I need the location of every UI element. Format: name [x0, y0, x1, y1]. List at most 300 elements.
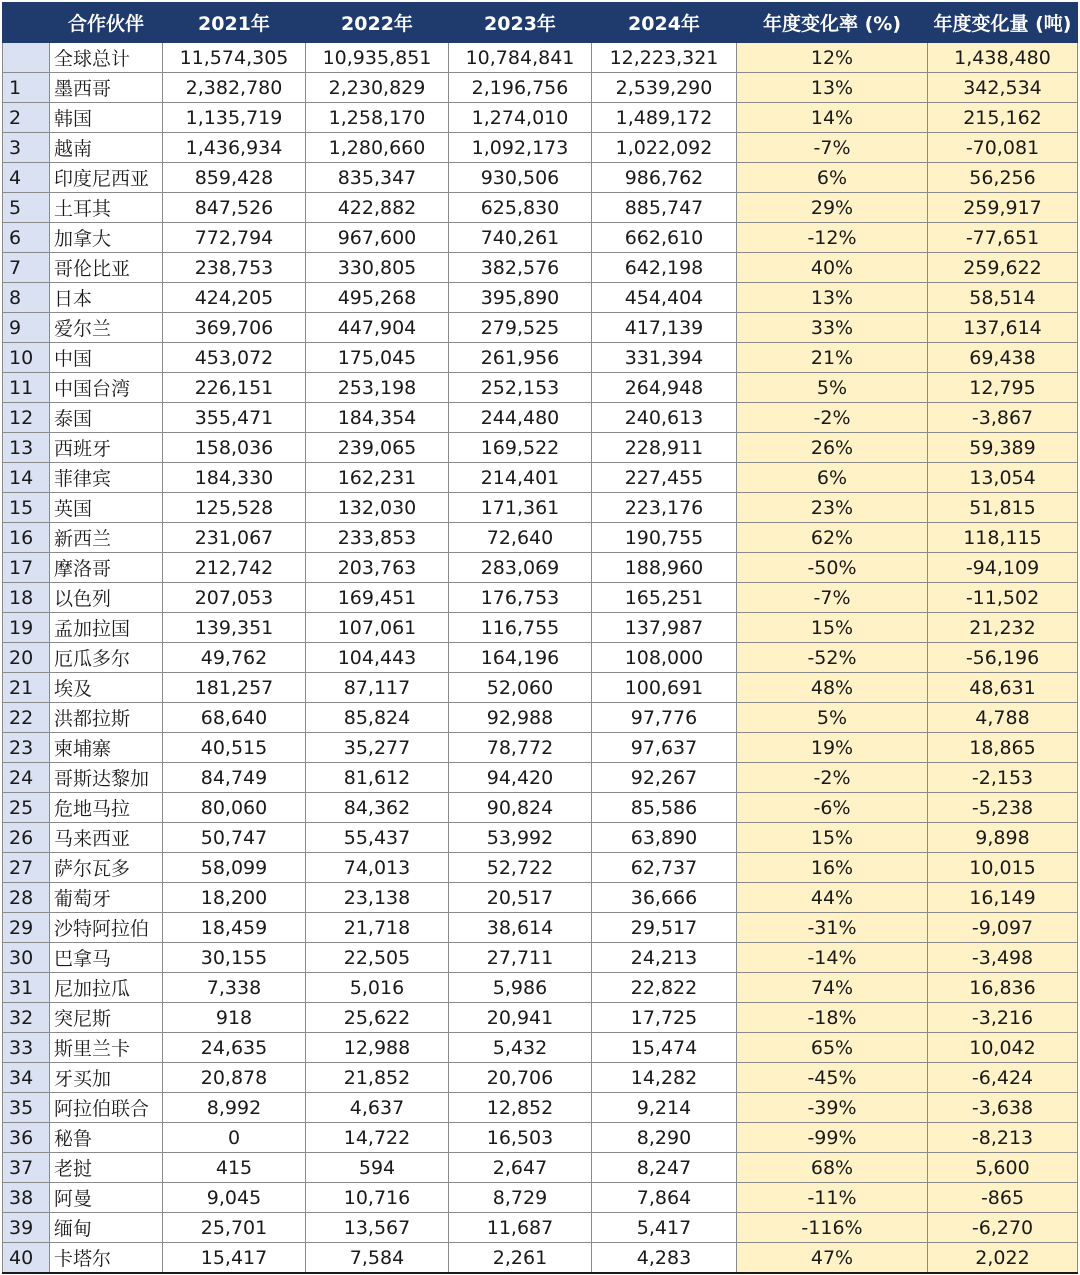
value-2023-cell: 27,711 [449, 943, 592, 973]
change-rate-cell: -7% [737, 133, 928, 163]
value-2023-cell: 252,153 [449, 373, 592, 403]
rank-cell: 17 [3, 553, 50, 583]
change-rate-cell: -14% [737, 943, 928, 973]
value-2021-cell: 20,878 [163, 1063, 306, 1093]
partner-cell: 斯里兰卡 [50, 1033, 163, 1063]
change-amount-cell: 59,389 [928, 433, 1078, 463]
change-rate-cell: 68% [737, 1153, 928, 1183]
rank-cell: 3 [3, 133, 50, 163]
change-amount-cell: -3,638 [928, 1093, 1078, 1123]
value-2023-cell: 2,196,756 [449, 73, 592, 103]
value-2024-cell: 165,251 [592, 583, 737, 613]
value-2023-cell: 2,261 [449, 1243, 592, 1274]
change-amount-cell: 16,149 [928, 883, 1078, 913]
change-amount-cell: 9,898 [928, 823, 1078, 853]
change-rate-cell: 21% [737, 343, 928, 373]
value-2021-cell: 424,205 [163, 283, 306, 313]
change-amount-cell: 51,815 [928, 493, 1078, 523]
partner-cell: 西班牙 [50, 433, 163, 463]
change-amount-cell: -70,081 [928, 133, 1078, 163]
partner-cell: 葡萄牙 [50, 883, 163, 913]
change-rate-cell: 14% [737, 103, 928, 133]
table-row [3, 703, 1078, 733]
table-row [3, 1123, 1078, 1153]
header-rank [3, 3, 50, 43]
change-rate-cell: 5% [737, 373, 928, 403]
value-2024-cell: 662,610 [592, 223, 737, 253]
value-2021-cell: 18,200 [163, 883, 306, 913]
value-2024-cell: 986,762 [592, 163, 737, 193]
value-2021-cell: 415 [163, 1153, 306, 1183]
value-2024-cell: 100,691 [592, 673, 737, 703]
change-rate-cell: 13% [737, 73, 928, 103]
value-2023-cell: 92,988 [449, 703, 592, 733]
rank-cell: 28 [3, 883, 50, 913]
change-rate-cell: 65% [737, 1033, 928, 1063]
rank-cell: 5 [3, 193, 50, 223]
partner-cell: 以色列 [50, 583, 163, 613]
change-rate-cell: 29% [737, 193, 928, 223]
value-2024-cell: 227,455 [592, 463, 737, 493]
partner-cell: 埃及 [50, 673, 163, 703]
table-row [3, 673, 1078, 703]
value-2022-cell: 184,354 [306, 403, 449, 433]
change-rate-cell: 48% [737, 673, 928, 703]
value-2022-cell: 967,600 [306, 223, 449, 253]
value-2023-cell: 90,824 [449, 793, 592, 823]
value-2023-cell: 2,647 [449, 1153, 592, 1183]
table-row [3, 613, 1078, 643]
table-row [3, 313, 1078, 343]
value-2024-cell: 1,022,092 [592, 133, 737, 163]
value-2021-cell: 30,155 [163, 943, 306, 973]
value-2022-cell: 14,722 [306, 1123, 449, 1153]
value-2022-cell: 23,138 [306, 883, 449, 913]
table-row [3, 1153, 1078, 1183]
value-2021-cell: 50,747 [163, 823, 306, 853]
value-2024-cell: 85,586 [592, 793, 737, 823]
change-rate-cell: 6% [737, 163, 928, 193]
value-2023-cell: 171,361 [449, 493, 592, 523]
change-rate-cell: -39% [737, 1093, 928, 1123]
change-rate-cell: 16% [737, 853, 928, 883]
value-2023-cell: 261,956 [449, 343, 592, 373]
partner-cell: 加拿大 [50, 223, 163, 253]
value-2021-cell: 24,635 [163, 1033, 306, 1063]
partner-cell: 中国台湾 [50, 373, 163, 403]
partner-cell: 孟加拉国 [50, 613, 163, 643]
change-rate-cell: -18% [737, 1003, 928, 1033]
value-2023-cell: 1,092,173 [449, 133, 592, 163]
change-amount-cell: -77,651 [928, 223, 1078, 253]
rank-cell: 36 [3, 1123, 50, 1153]
value-2023-cell: 72,640 [449, 523, 592, 553]
value-2021-cell: 68,640 [163, 703, 306, 733]
value-2021-cell: 58,099 [163, 853, 306, 883]
value-2022-cell: 239,065 [306, 433, 449, 463]
rank-cell: 2 [3, 103, 50, 133]
value-2022-cell: 2,230,829 [306, 73, 449, 103]
value-2024-cell: 8,247 [592, 1153, 737, 1183]
partner-cell: 沙特阿拉伯 [50, 913, 163, 943]
table-row [3, 1033, 1078, 1063]
value-2022-cell: 495,268 [306, 283, 449, 313]
table-row [3, 1093, 1078, 1123]
value-2024-cell: 9,214 [592, 1093, 737, 1123]
change-amount-cell: -56,196 [928, 643, 1078, 673]
rank-cell: 13 [3, 433, 50, 463]
table-row [3, 1243, 1078, 1274]
change-rate-cell: -116% [737, 1213, 928, 1243]
value-2022-cell: 330,805 [306, 253, 449, 283]
value-2022-cell: 835,347 [306, 163, 449, 193]
value-2022-cell: 12,988 [306, 1033, 449, 1063]
value-2021-cell: 355,471 [163, 403, 306, 433]
change-amount-cell: 137,614 [928, 313, 1078, 343]
change-rate-cell: 6% [737, 463, 928, 493]
partner-cell: 牙买加 [50, 1063, 163, 1093]
value-2021-cell: 7,338 [163, 973, 306, 1003]
rank-cell: 31 [3, 973, 50, 1003]
header-partner: 合作伙伴 [50, 3, 163, 43]
change-amount-cell: 215,162 [928, 103, 1078, 133]
change-rate-cell: 19% [737, 733, 928, 763]
value-2022-cell: 107,061 [306, 613, 449, 643]
rank-cell: 7 [3, 253, 50, 283]
change-rate-cell: -99% [737, 1123, 928, 1153]
change-rate-cell: 5% [737, 703, 928, 733]
change-amount-cell: 259,622 [928, 253, 1078, 283]
change-rate-cell: -2% [737, 403, 928, 433]
rank-cell: 33 [3, 1033, 50, 1063]
change-amount-cell: 13,054 [928, 463, 1078, 493]
table-row [3, 913, 1078, 943]
rank-cell: 26 [3, 823, 50, 853]
change-amount-cell: -11,502 [928, 583, 1078, 613]
change-amount-cell: -3,216 [928, 1003, 1078, 1033]
rank-cell: 35 [3, 1093, 50, 1123]
value-2024-cell: 97,776 [592, 703, 737, 733]
partner-cell: 危地马拉 [50, 793, 163, 823]
change-amount-cell: 259,917 [928, 193, 1078, 223]
rank-cell: 25 [3, 793, 50, 823]
change-rate-cell: -7% [737, 583, 928, 613]
rank-cell: 24 [3, 763, 50, 793]
change-rate-cell: 47% [737, 1243, 928, 1274]
value-2021-cell: 859,428 [163, 163, 306, 193]
value-2022-cell: 87,117 [306, 673, 449, 703]
value-2024-cell: 7,864 [592, 1183, 737, 1213]
value-2021-cell: 49,762 [163, 643, 306, 673]
value-2023-cell: 12,852 [449, 1093, 592, 1123]
table-row [3, 253, 1078, 283]
value-2022-cell: 1,280,660 [306, 133, 449, 163]
value-2021-cell: 8,992 [163, 1093, 306, 1123]
rank-cell: 4 [3, 163, 50, 193]
rank-cell: 10 [3, 343, 50, 373]
value-2022-cell: 10,716 [306, 1183, 449, 1213]
value-2022-cell: 5,016 [306, 973, 449, 1003]
value-2023-cell: 53,992 [449, 823, 592, 853]
value-2023-cell: 395,890 [449, 283, 592, 313]
partner-cell: 阿曼 [50, 1183, 163, 1213]
change-rate-cell: 62% [737, 523, 928, 553]
change-rate-cell: -31% [737, 913, 928, 943]
value-2021-cell: 226,151 [163, 373, 306, 403]
value-2023-cell: 10,784,841 [449, 43, 592, 73]
header-change-rate: 年度变化率 (%) [737, 3, 928, 43]
header-change-amount: 年度变化量 (吨) [928, 3, 1078, 43]
value-2024-cell: 885,747 [592, 193, 737, 223]
value-2024-cell: 264,948 [592, 373, 737, 403]
change-amount-cell: 342,534 [928, 73, 1078, 103]
change-amount-cell: -5,238 [928, 793, 1078, 823]
value-2024-cell: 331,394 [592, 343, 737, 373]
partner-cell: 巴拿马 [50, 943, 163, 973]
rank-cell: 16 [3, 523, 50, 553]
value-2024-cell: 228,911 [592, 433, 737, 463]
change-amount-cell: -2,153 [928, 763, 1078, 793]
partner-cell: 土耳其 [50, 193, 163, 223]
change-amount-cell: 5,600 [928, 1153, 1078, 1183]
value-2022-cell: 35,277 [306, 733, 449, 763]
value-2022-cell: 132,030 [306, 493, 449, 523]
value-2024-cell: 17,725 [592, 1003, 737, 1033]
rank-cell: 18 [3, 583, 50, 613]
table-row [3, 1213, 1078, 1243]
change-rate-cell: -50% [737, 553, 928, 583]
value-2024-cell: 108,000 [592, 643, 737, 673]
value-2022-cell: 175,045 [306, 343, 449, 373]
value-2021-cell: 212,742 [163, 553, 306, 583]
table-row [3, 73, 1078, 103]
change-rate-cell: 26% [737, 433, 928, 463]
change-rate-cell: -2% [737, 763, 928, 793]
value-2024-cell: 188,960 [592, 553, 737, 583]
value-2024-cell: 63,890 [592, 823, 737, 853]
value-2021-cell: 2,382,780 [163, 73, 306, 103]
rank-cell: 23 [3, 733, 50, 763]
partner-cell: 卡塔尔 [50, 1243, 163, 1274]
value-2023-cell: 116,755 [449, 613, 592, 643]
table-row [3, 403, 1078, 433]
header-2021: 2021年 [163, 3, 306, 43]
change-amount-cell: 21,232 [928, 613, 1078, 643]
partner-cell: 萨尔瓦多 [50, 853, 163, 883]
value-2023-cell: 164,196 [449, 643, 592, 673]
change-amount-cell: 118,115 [928, 523, 1078, 553]
value-2021-cell: 125,528 [163, 493, 306, 523]
value-2022-cell: 25,622 [306, 1003, 449, 1033]
change-amount-cell: -865 [928, 1183, 1078, 1213]
partner-cell: 墨西哥 [50, 73, 163, 103]
value-2024-cell: 5,417 [592, 1213, 737, 1243]
rank-cell: 6 [3, 223, 50, 253]
value-2023-cell: 930,506 [449, 163, 592, 193]
table-row [3, 793, 1078, 823]
value-2023-cell: 244,480 [449, 403, 592, 433]
change-rate-cell: -6% [737, 793, 928, 823]
change-rate-cell: 74% [737, 973, 928, 1003]
table-row [3, 853, 1078, 883]
partner-cell: 厄瓜多尔 [50, 643, 163, 673]
value-2021-cell: 9,045 [163, 1183, 306, 1213]
value-2024-cell: 642,198 [592, 253, 737, 283]
value-2022-cell: 7,584 [306, 1243, 449, 1274]
value-2024-cell: 22,822 [592, 973, 737, 1003]
value-2023-cell: 52,060 [449, 673, 592, 703]
header-2022: 2022年 [306, 3, 449, 43]
change-rate-cell: 12% [737, 43, 928, 73]
rank-cell: 38 [3, 1183, 50, 1213]
value-2021-cell: 84,749 [163, 763, 306, 793]
value-2021-cell: 369,706 [163, 313, 306, 343]
table-row [3, 193, 1078, 223]
value-2022-cell: 4,637 [306, 1093, 449, 1123]
value-2023-cell: 176,753 [449, 583, 592, 613]
table-row [3, 883, 1078, 913]
value-2022-cell: 55,437 [306, 823, 449, 853]
change-rate-cell: 40% [737, 253, 928, 283]
value-2023-cell: 38,614 [449, 913, 592, 943]
value-2021-cell: 847,526 [163, 193, 306, 223]
value-2022-cell: 85,824 [306, 703, 449, 733]
partner-cell: 缅甸 [50, 1213, 163, 1243]
change-rate-cell: -45% [737, 1063, 928, 1093]
change-amount-cell: 58,514 [928, 283, 1078, 313]
value-2024-cell: 24,213 [592, 943, 737, 973]
value-2021-cell: 231,067 [163, 523, 306, 553]
table-row [3, 373, 1078, 403]
value-2021-cell: 40,515 [163, 733, 306, 763]
rank-cell: 37 [3, 1153, 50, 1183]
value-2023-cell: 5,986 [449, 973, 592, 1003]
value-2021-cell: 207,053 [163, 583, 306, 613]
value-2023-cell: 382,576 [449, 253, 592, 283]
value-2022-cell: 84,362 [306, 793, 449, 823]
value-2022-cell: 21,718 [306, 913, 449, 943]
rank-cell: 8 [3, 283, 50, 313]
rank-cell: 12 [3, 403, 50, 433]
partner-cell: 阿拉伯联合 [50, 1093, 163, 1123]
value-2022-cell: 81,612 [306, 763, 449, 793]
value-2023-cell: 20,706 [449, 1063, 592, 1093]
value-2022-cell: 22,505 [306, 943, 449, 973]
partner-cell: 全球总计 [50, 43, 163, 73]
rank-cell: 30 [3, 943, 50, 973]
partner-cell: 中国 [50, 343, 163, 373]
value-2024-cell: 417,139 [592, 313, 737, 343]
table-row [3, 733, 1078, 763]
value-2022-cell: 422,882 [306, 193, 449, 223]
value-2021-cell: 18,459 [163, 913, 306, 943]
value-2024-cell: 29,517 [592, 913, 737, 943]
change-amount-cell: -9,097 [928, 913, 1078, 943]
value-2023-cell: 1,274,010 [449, 103, 592, 133]
table-row [3, 553, 1078, 583]
value-2023-cell: 625,830 [449, 193, 592, 223]
table-body [3, 43, 1078, 1274]
value-2022-cell: 13,567 [306, 1213, 449, 1243]
value-2022-cell: 594 [306, 1153, 449, 1183]
table-row [3, 1183, 1078, 1213]
value-2024-cell: 97,637 [592, 733, 737, 763]
value-2021-cell: 80,060 [163, 793, 306, 823]
partner-cell: 菲律宾 [50, 463, 163, 493]
table-row [3, 1063, 1078, 1093]
rank-cell: 32 [3, 1003, 50, 1033]
change-amount-cell: 1,438,480 [928, 43, 1078, 73]
value-2021-cell: 918 [163, 1003, 306, 1033]
value-2021-cell: 139,351 [163, 613, 306, 643]
change-rate-cell: -11% [737, 1183, 928, 1213]
value-2024-cell: 36,666 [592, 883, 737, 913]
value-2022-cell: 21,852 [306, 1063, 449, 1093]
value-2023-cell: 20,941 [449, 1003, 592, 1033]
rank-cell: 11 [3, 373, 50, 403]
partner-cell: 哥斯达黎加 [50, 763, 163, 793]
change-amount-cell: 18,865 [928, 733, 1078, 763]
value-2021-cell: 11,574,305 [163, 43, 306, 73]
value-2024-cell: 223,176 [592, 493, 737, 523]
rank-cell: 21 [3, 673, 50, 703]
value-2022-cell: 104,443 [306, 643, 449, 673]
table-row [3, 103, 1078, 133]
value-2022-cell: 169,451 [306, 583, 449, 613]
change-rate-cell: -52% [737, 643, 928, 673]
table-row [3, 523, 1078, 553]
partner-cell: 突尼斯 [50, 1003, 163, 1033]
value-2022-cell: 233,853 [306, 523, 449, 553]
change-amount-cell: 10,015 [928, 853, 1078, 883]
rank-cell: 19 [3, 613, 50, 643]
value-2022-cell: 447,904 [306, 313, 449, 343]
partner-cell: 洪都拉斯 [50, 703, 163, 733]
total-row [3, 43, 1078, 73]
value-2021-cell: 25,701 [163, 1213, 306, 1243]
value-2023-cell: 94,420 [449, 763, 592, 793]
table-row [3, 1003, 1078, 1033]
rank-cell: 9 [3, 313, 50, 343]
header-row [3, 3, 1078, 43]
table-row [3, 433, 1078, 463]
rank-cell: 14 [3, 463, 50, 493]
change-amount-cell: 12,795 [928, 373, 1078, 403]
partner-cell: 印度尼西亚 [50, 163, 163, 193]
value-2024-cell: 190,755 [592, 523, 737, 553]
value-2021-cell: 158,036 [163, 433, 306, 463]
change-rate-cell: 15% [737, 823, 928, 853]
table-row [3, 643, 1078, 673]
value-2023-cell: 283,069 [449, 553, 592, 583]
change-amount-cell: 2,022 [928, 1243, 1078, 1274]
value-2023-cell: 52,722 [449, 853, 592, 883]
value-2024-cell: 15,474 [592, 1033, 737, 1063]
value-2023-cell: 279,525 [449, 313, 592, 343]
value-2024-cell: 240,613 [592, 403, 737, 433]
rank-cell: 34 [3, 1063, 50, 1093]
partner-cell: 新西兰 [50, 523, 163, 553]
table-row [3, 493, 1078, 523]
rank-cell: 27 [3, 853, 50, 883]
value-2024-cell: 137,987 [592, 613, 737, 643]
value-2022-cell: 1,258,170 [306, 103, 449, 133]
change-rate-cell: 44% [737, 883, 928, 913]
value-2022-cell: 253,198 [306, 373, 449, 403]
value-2022-cell: 10,935,851 [306, 43, 449, 73]
trade-partner-table [2, 2, 1078, 1274]
value-2022-cell: 162,231 [306, 463, 449, 493]
